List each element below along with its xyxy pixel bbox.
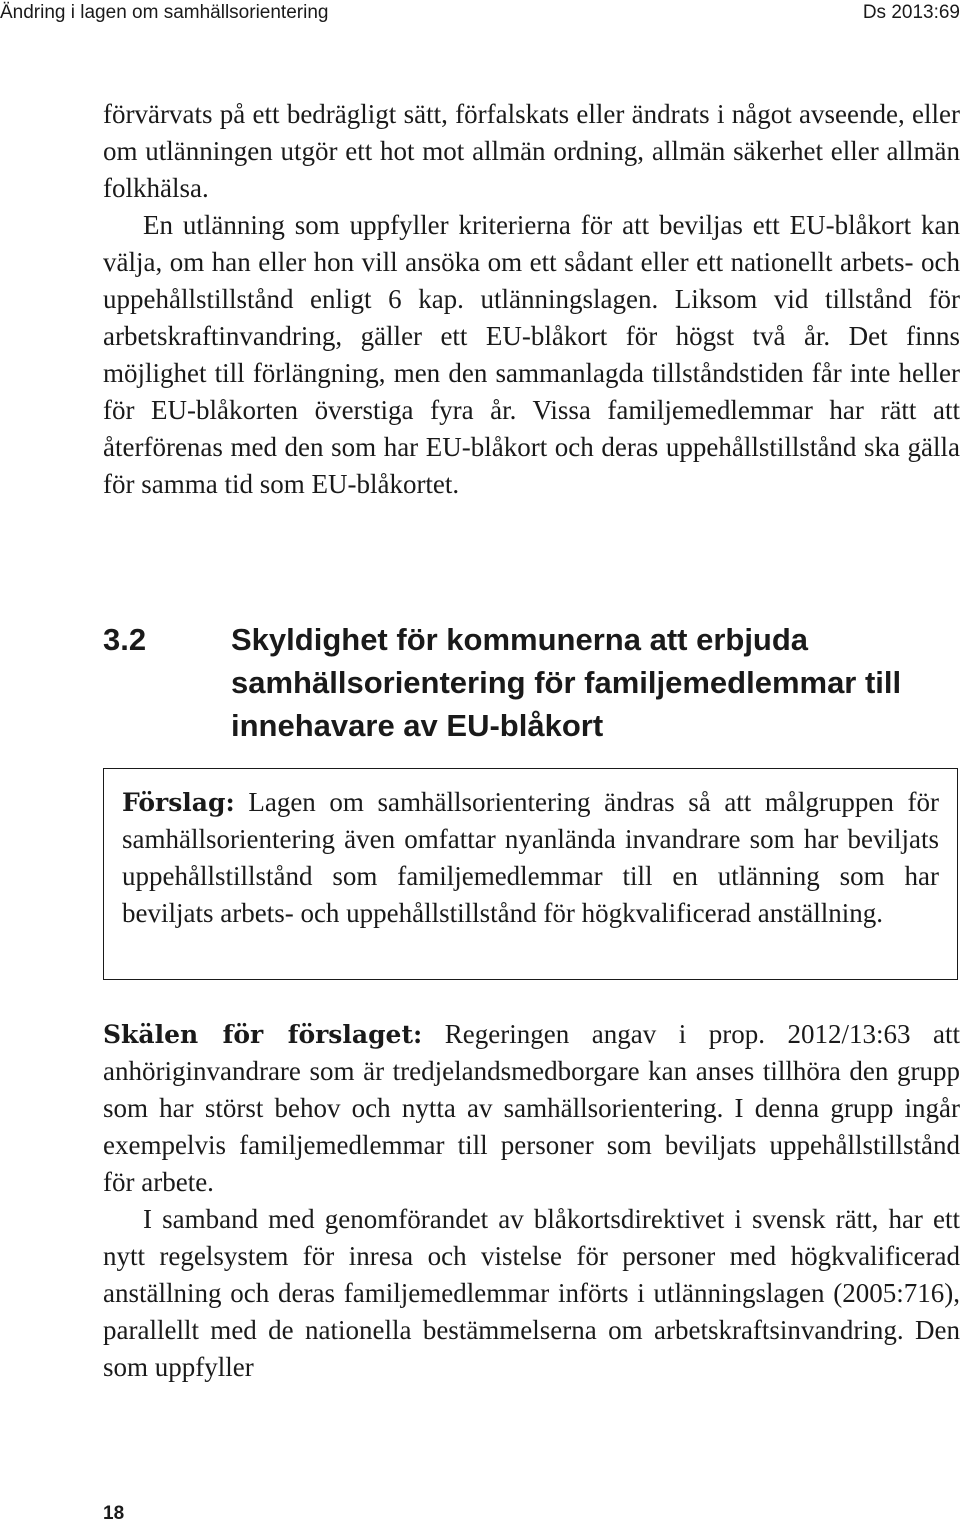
- paragraph-continued: förvärvats på ett bedrägligt sätt, förfalskats eller ändrats i något avseende, eller om utlänningen utgör ett hot mot allmän ordning, allmän säkerhet eller allmän folkhälsa.: [103, 99, 960, 203]
- proposal-text: Lagen om samhällsorientering ändras så att målgruppen för samhällsorientering även omfattar nyanlända invandrare som har beviljats uppehållstillstånd som familjemedlemmar till en utlänning som har beviljats arbets- och uppehållstillstånd för högkvalificerad anställning.: [122, 787, 939, 928]
- paragraph-eu-blue-card: En utlänning som uppfyller kriterierna för att beviljas ett EU-blåkort kan välja, om han eller hon vill ansöka om ett sådant eller ett nationellt arbets- och uppehållstillstånd enligt 6 kap. utlänningslagen. Liksom vid tillstånd för arbetskraftinvandring, gäller ett EU-blåkort för högst två år. Det finns möjlighet till förlängning, men den sammanlagda tillståndstiden får inte heller för EU-blåkorten överstiga fyra år. Vissa familjemedlemmar har rätt att återförenas med den som har EU-blåkort och deras uppehållstillstånd ska gälla för samma tid som EU-blåkortet.: [103, 210, 960, 499]
- page-number: 18: [103, 1503, 125, 1524]
- body-text-bottom: [103, 1016, 960, 1386]
- section-heading: [103, 618, 960, 747]
- section-number: 3.2: [103, 622, 147, 657]
- proposal-label: Förslag:: [122, 788, 235, 817]
- body-text-top: [103, 96, 960, 503]
- header-document-id: Ds 2013:69: [862, 2, 960, 23]
- paragraph-implementation: I samband med genomförandet av blåkortsdirektivet i svensk rätt, har ett nytt regelsystem för inresa och vistelse för personer med högkvalificerad anställning och deras familjemedlemmar införts i utlänningslagen (2005:716), parallellt med de nationella bestämmelserna om arbetskraftsinvandring. Den som uppfyller: [103, 1204, 960, 1382]
- proposal-box: [103, 768, 958, 980]
- header-document-title: Ändring i lagen om samhällsorientering: [0, 2, 329, 23]
- reasons-label: Skälen för förslaget:: [103, 1020, 423, 1049]
- running-header: [0, 2, 960, 28]
- reasons-text: Regeringen angav i prop. 2012/13:63 att anhöriginvandrare som är tredjelandsmedborgare kan anses tillhöra den grupp som har störst behov och nytta av samhällsorientering. I denna grupp ingår exempelvis familjemedlemmar till personer som beviljats uppehållstillstånd för arbete.: [103, 1019, 960, 1197]
- reasons-paragraph: [103, 1016, 960, 1201]
- section-title: Skyldighet för kommunerna att erbjuda samhällsorientering för familjemedlemmar till innehavare av EU-blåkort: [231, 622, 902, 743]
- proposal-paragraph: [122, 784, 939, 932]
